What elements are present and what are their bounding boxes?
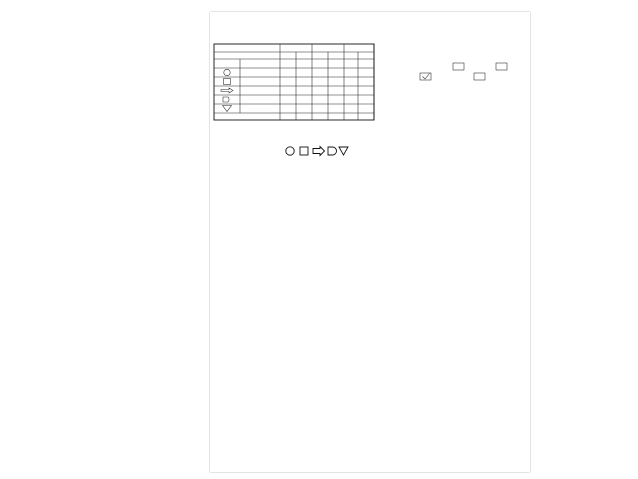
sekarang-check-icon — [423, 74, 430, 80]
orang-checkbox — [453, 63, 464, 70]
inspection-icon — [224, 79, 231, 85]
storage-icon — [223, 106, 232, 112]
flow-chart-svg — [210, 12, 530, 472]
header-delay-icon — [328, 147, 337, 155]
summary-symbols — [221, 69, 233, 111]
flow-process-chart-sheet — [210, 12, 530, 472]
header-transport-icon — [313, 147, 325, 156]
delay-icon — [223, 97, 229, 102]
summary-table-grid — [214, 44, 374, 120]
transport-icon — [221, 88, 233, 93]
usulan-checkbox — [474, 73, 485, 80]
header-operation-icon — [286, 147, 294, 155]
header-storage-icon — [339, 147, 348, 155]
info-block — [374, 44, 507, 120]
header-inspection-icon — [300, 147, 308, 155]
header-symbols — [286, 147, 348, 156]
bahan-checkbox — [496, 63, 507, 70]
operation-icon — [224, 69, 230, 75]
